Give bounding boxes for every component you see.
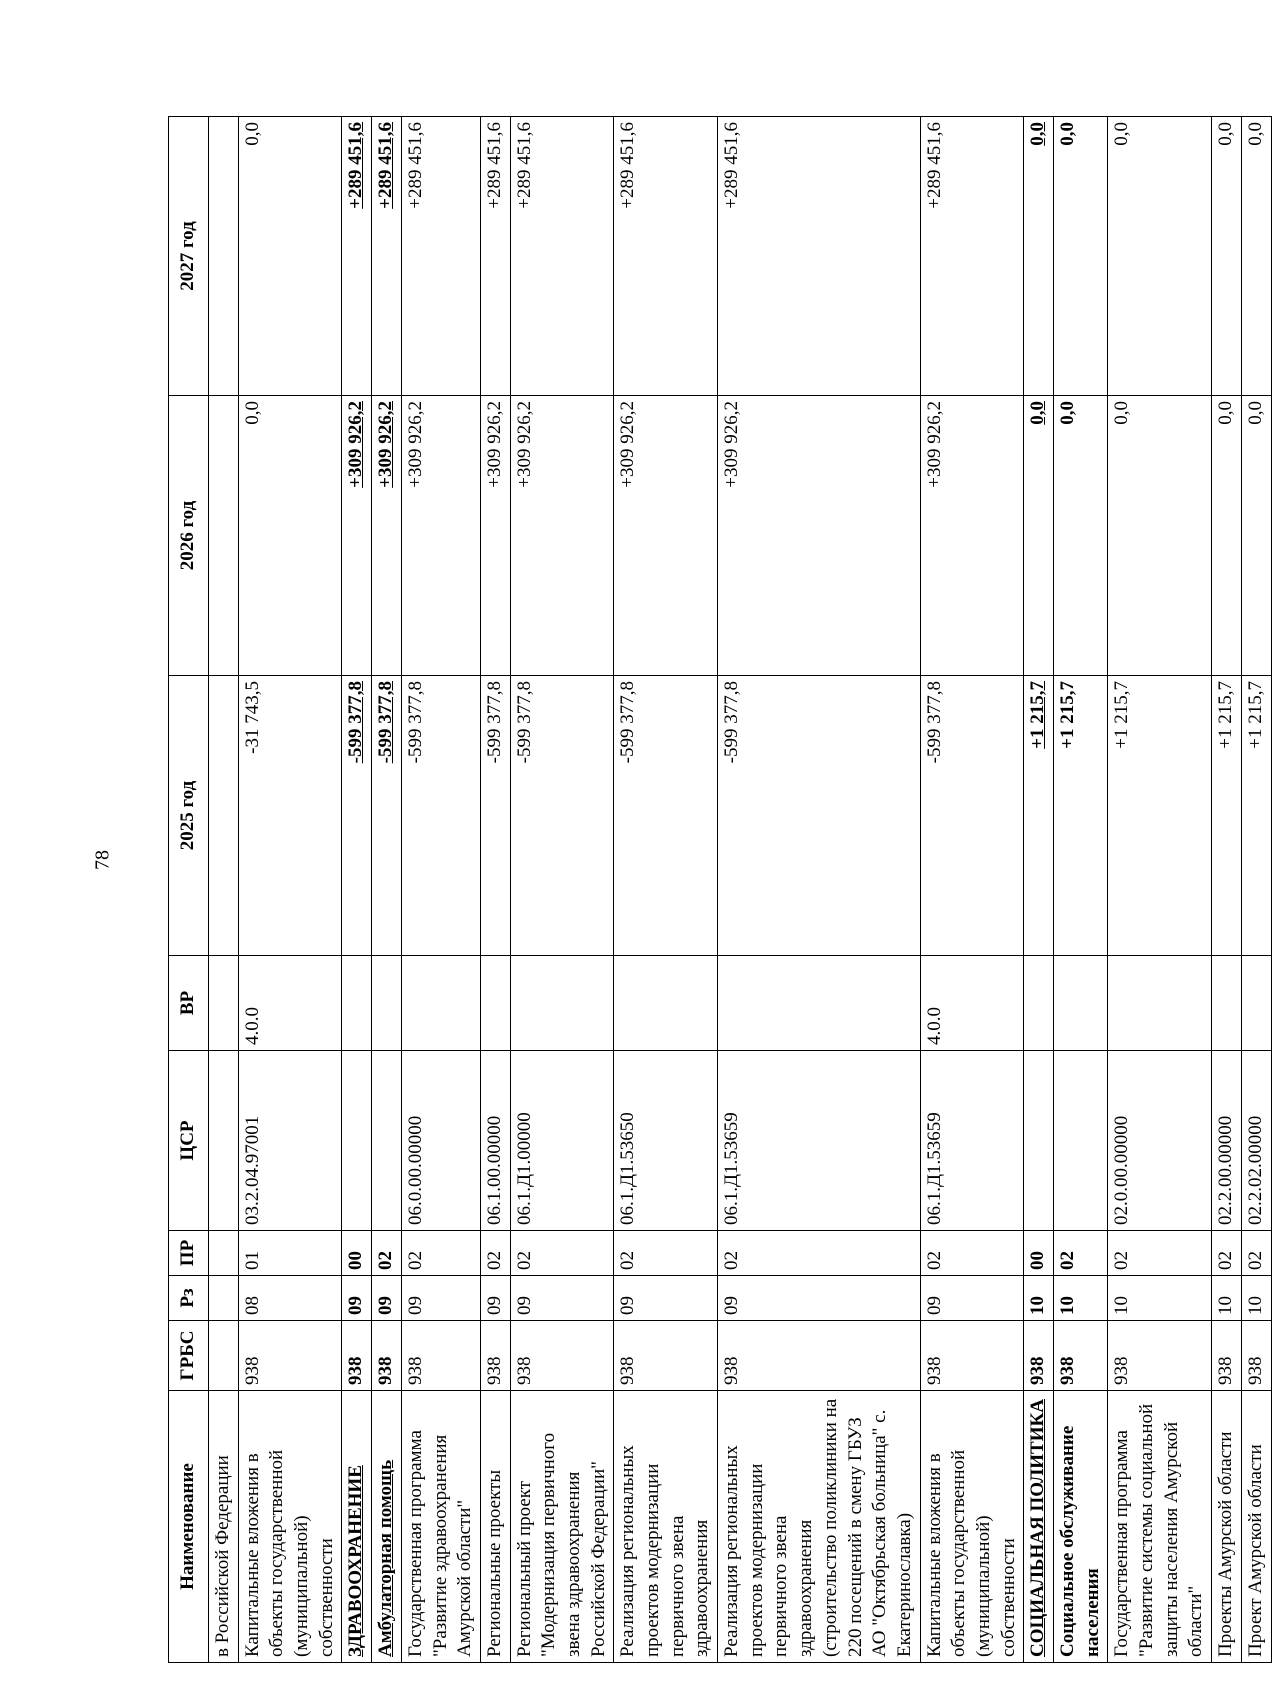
row-pr: 02 [510, 1231, 614, 1276]
row-2026: 0,0 [1054, 396, 1108, 676]
table-row [920, 117, 1024, 1663]
row-2027: 0,0 [1108, 117, 1212, 396]
row-grbs: 938 [372, 1321, 402, 1391]
table-row [342, 117, 372, 1663]
row-2027: +289 451,6 [401, 117, 480, 396]
row-name: Региональные проекты [480, 1391, 510, 1663]
table-row [480, 117, 510, 1663]
row-rz [209, 1276, 239, 1321]
row-csr: 02.0.00.00000 [1108, 1051, 1212, 1231]
row-grbs: 938 [718, 1321, 921, 1391]
row-rz: 09 [718, 1276, 921, 1321]
table-row [1212, 117, 1242, 1663]
table-row [209, 117, 239, 1663]
row-grbs: 938 [1024, 1321, 1054, 1391]
row-csr: 02.2.00.00000 [1212, 1051, 1242, 1231]
row-2026: +309 926,2 [372, 396, 402, 676]
row-name: в Российской Федерации [209, 1391, 239, 1663]
row-csr [342, 1051, 372, 1231]
row-name: Реализация региональных проектов модернизации первичного звена здравоохранения [614, 1391, 718, 1663]
row-grbs: 938 [238, 1321, 342, 1391]
row-rz: 10 [1212, 1276, 1242, 1321]
row-vr [372, 956, 402, 1051]
row-csr: 03.2.04.97001 [238, 1051, 342, 1231]
row-2025: -599 377,8 [920, 676, 1024, 956]
row-vr [510, 956, 614, 1051]
row-vr [401, 956, 480, 1051]
row-name: Государственная программа "Развитие здравоохранения Амурской области" [401, 1391, 480, 1663]
row-name: Капитальные вложения в объекты государственной (муниципальной) собственности [238, 1391, 342, 1663]
row-rz: 09 [480, 1276, 510, 1321]
row-csr: 06.0.00.00000 [401, 1051, 480, 1231]
row-2027: +289 451,6 [718, 117, 921, 396]
row-2026: 0,0 [1024, 396, 1054, 676]
row-2027: 0,0 [238, 117, 342, 396]
row-2026: 0,0 [1108, 396, 1212, 676]
table-row [614, 117, 718, 1663]
row-2025: -31 743,5 [238, 676, 342, 956]
row-grbs: 938 [1241, 1321, 1271, 1391]
row-2027: 0,0 [1241, 117, 1271, 396]
table-row [1024, 117, 1054, 1663]
row-2025: +1 215,7 [1108, 676, 1212, 956]
row-grbs: 938 [480, 1321, 510, 1391]
table-row [1241, 117, 1271, 1663]
header-2025: 2025 год [169, 676, 209, 956]
row-pr: 02 [920, 1231, 1024, 1276]
row-rz: 09 [510, 1276, 614, 1321]
row-name: Государственная программа "Развитие системы социальной защиты населения Амурской области" [1108, 1391, 1212, 1663]
row-pr: 02 [1212, 1231, 1242, 1276]
row-pr: 02 [1054, 1231, 1108, 1276]
row-2027: +289 451,6 [372, 117, 402, 396]
row-csr: 06.1.Д1.53659 [920, 1051, 1024, 1231]
row-rz: 08 [238, 1276, 342, 1321]
row-vr [480, 956, 510, 1051]
row-2025: -599 377,8 [342, 676, 372, 956]
page-number: 78 [91, 850, 114, 870]
row-csr: 06.1.00.00000 [480, 1051, 510, 1231]
row-csr [372, 1051, 402, 1231]
row-vr [1024, 956, 1054, 1051]
row-rz: 09 [401, 1276, 480, 1321]
row-pr: 02 [480, 1231, 510, 1276]
row-2025: -599 377,8 [614, 676, 718, 956]
row-grbs: 938 [342, 1321, 372, 1391]
table-row [372, 117, 402, 1663]
row-vr: 4.0.0 [920, 956, 1024, 1051]
header-csr: ЦСР [169, 1051, 209, 1231]
row-csr: 06.1.Д1.53659 [718, 1051, 921, 1231]
row-2025: -599 377,8 [401, 676, 480, 956]
row-csr [209, 1051, 239, 1231]
row-name: Амбулаторная помощь [372, 1391, 402, 1663]
row-vr [342, 956, 372, 1051]
row-2027: +289 451,6 [920, 117, 1024, 396]
row-grbs: 938 [1212, 1321, 1242, 1391]
table-row [1108, 117, 1212, 1663]
row-pr: 00 [1024, 1231, 1054, 1276]
row-2027: 0,0 [1024, 117, 1054, 396]
row-vr [1108, 956, 1212, 1051]
row-pr: 02 [614, 1231, 718, 1276]
budget-table-page [168, 117, 1272, 1663]
header-vr: ВР [169, 956, 209, 1051]
row-2025: +1 215,7 [1212, 676, 1242, 956]
header-pr: ПР [169, 1231, 209, 1276]
row-csr [1024, 1051, 1054, 1231]
row-grbs: 938 [1108, 1321, 1212, 1391]
header-row [169, 117, 209, 1663]
row-pr: 02 [1241, 1231, 1271, 1276]
row-pr: 02 [372, 1231, 402, 1276]
row-rz: 09 [372, 1276, 402, 1321]
row-pr: 02 [1108, 1231, 1212, 1276]
table-row [510, 117, 614, 1663]
row-grbs: 938 [401, 1321, 480, 1391]
row-name: ЗДРАВООХРАНЕНИЕ [342, 1391, 372, 1663]
row-rz: 10 [1108, 1276, 1212, 1321]
header-grbs: ГРБС [169, 1321, 209, 1391]
row-grbs [209, 1321, 239, 1391]
row-2026: +309 926,2 [718, 396, 921, 676]
row-grbs: 938 [614, 1321, 718, 1391]
row-2026: 0,0 [1212, 396, 1242, 676]
row-vr [1212, 956, 1242, 1051]
row-2026: +309 926,2 [614, 396, 718, 676]
row-2027: +289 451,6 [480, 117, 510, 396]
row-csr: 06.1.Д1.00000 [510, 1051, 614, 1231]
row-2025: +1 215,7 [1241, 676, 1271, 956]
row-pr: 02 [718, 1231, 921, 1276]
row-2027 [209, 117, 239, 396]
header-2027: 2027 год [169, 117, 209, 396]
row-2026: +309 926,2 [920, 396, 1024, 676]
row-2025: +1 215,7 [1024, 676, 1054, 956]
row-2026: +309 926,2 [401, 396, 480, 676]
row-vr [1241, 956, 1271, 1051]
row-2026 [209, 396, 239, 676]
row-2026: 0,0 [1241, 396, 1271, 676]
row-2025: -599 377,8 [510, 676, 614, 956]
row-2027: 0,0 [1212, 117, 1242, 396]
row-pr: 00 [342, 1231, 372, 1276]
row-2025: +1 215,7 [1054, 676, 1108, 956]
row-2027: 0,0 [1054, 117, 1108, 396]
row-2026: +309 926,2 [342, 396, 372, 676]
row-vr [209, 956, 239, 1051]
row-name: Проекты Амурской области [1212, 1391, 1242, 1663]
row-grbs: 938 [510, 1321, 614, 1391]
row-2027: +289 451,6 [614, 117, 718, 396]
table-row [401, 117, 480, 1663]
row-pr: 01 [238, 1231, 342, 1276]
row-pr [209, 1231, 239, 1276]
row-vr [614, 956, 718, 1051]
header-name: Наименование [169, 1391, 209, 1663]
row-2025: -599 377,8 [718, 676, 921, 956]
row-grbs: 938 [920, 1321, 1024, 1391]
row-rz: 10 [1241, 1276, 1271, 1321]
row-rz: 10 [1024, 1276, 1054, 1321]
row-2025: -599 377,8 [480, 676, 510, 956]
row-rz: 09 [614, 1276, 718, 1321]
row-vr [718, 956, 921, 1051]
row-name: Социальное обслуживание населения [1054, 1391, 1108, 1663]
row-name: Проект Амурской области [1241, 1391, 1271, 1663]
row-name: Реализация региональных проектов модернизации первичного звена здравоохранения (строительство поликлиники на 220 посещений в смену ГБУЗ АО "Октябрьская больница" с. Екатеринославка) [718, 1391, 921, 1663]
row-2026: +309 926,2 [480, 396, 510, 676]
row-2027: +289 451,6 [342, 117, 372, 396]
row-2025 [209, 676, 239, 956]
row-name: Капитальные вложения в объекты государственной (муниципальной) собственности [920, 1391, 1024, 1663]
row-csr [1054, 1051, 1108, 1231]
row-rz: 09 [342, 1276, 372, 1321]
row-2025: -599 377,8 [372, 676, 402, 956]
row-grbs: 938 [1054, 1321, 1108, 1391]
row-vr: 4.0.0 [238, 956, 342, 1051]
row-rz: 09 [920, 1276, 1024, 1321]
header-2026: 2026 год [169, 396, 209, 676]
row-vr [1054, 956, 1108, 1051]
budget-table [168, 116, 1272, 1663]
row-csr: 02.2.02.00000 [1241, 1051, 1271, 1231]
row-name: Региональный проект "Модернизация первичного звена здравоохранения Российской Федерации" [510, 1391, 614, 1663]
row-csr: 06.1.Д1.53650 [614, 1051, 718, 1231]
table-row [1054, 117, 1108, 1663]
table-row [238, 117, 342, 1663]
table-row [718, 117, 921, 1663]
row-name: СОЦИАЛЬНАЯ ПОЛИТИКА [1024, 1391, 1054, 1663]
header-rz: Рз [169, 1276, 209, 1321]
row-2027: +289 451,6 [510, 117, 614, 396]
row-rz: 10 [1054, 1276, 1108, 1321]
row-2026: +309 926,2 [510, 396, 614, 676]
row-2026: 0,0 [238, 396, 342, 676]
row-pr: 02 [401, 1231, 480, 1276]
